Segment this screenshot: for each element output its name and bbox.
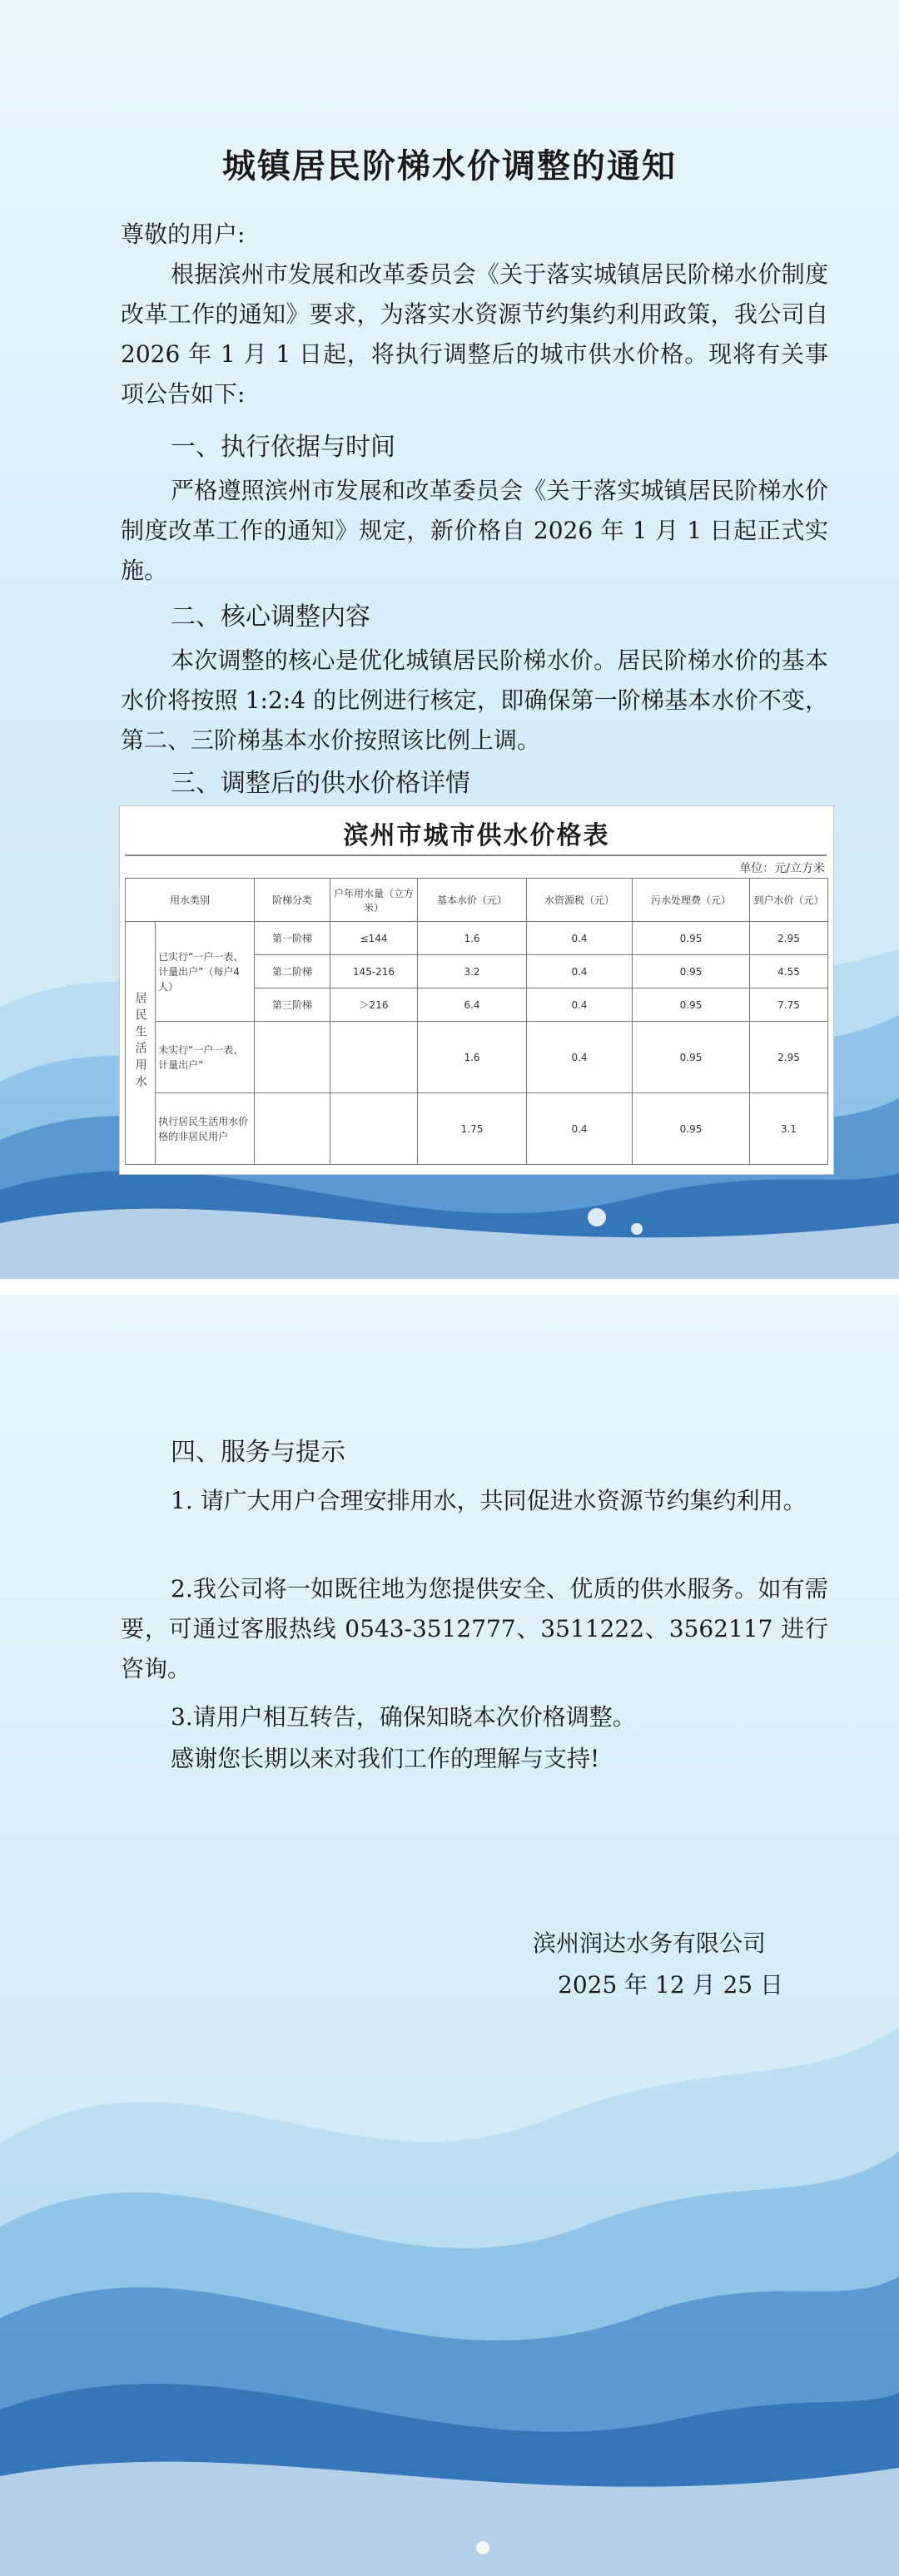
- category-cell: [126, 922, 156, 1165]
- total-price-cell: 7.75: [750, 988, 828, 1022]
- header-water-tax: 水资源税（元）: [527, 879, 633, 922]
- group-label-non-resident: 执行居民生活用水价格的非居民用户: [156, 1093, 255, 1165]
- thanks-line: 感谢您长期以来对我们工作的理解与支持!: [171, 1745, 600, 1772]
- service-item-1: 1. 请广大用户合理安排用水，共同促进水资源节约集约利用。: [171, 1487, 807, 1514]
- base-price-cell: 1.75: [418, 1093, 527, 1165]
- table-row: [126, 922, 828, 955]
- price-table-title: 滨州市城市供水价格表: [343, 821, 610, 850]
- group-label-metered: 已实行“一户一表、计量出户”（每户4人）: [156, 922, 255, 1022]
- sewage-fee-cell: 0.95: [633, 1093, 750, 1165]
- header-volume: 户年用水量（立方米）: [330, 879, 418, 922]
- price-table-card: [119, 805, 834, 1175]
- group-label-unmetered: 未实行“一户一表、计量出户”: [156, 1022, 255, 1093]
- water-tax-cell: 0.4: [527, 1022, 633, 1093]
- section-2-heading: 二、核心调整内容: [171, 602, 370, 632]
- tier-cell: 第二阶梯: [255, 955, 330, 988]
- volume-cell: ≤144: [330, 922, 418, 955]
- service-item-3: 3.请用户相互转告，确保知晓本次价格调整。: [171, 1703, 636, 1731]
- header-category: 用水类别: [126, 879, 255, 922]
- bubble-decoration: [588, 1208, 606, 1226]
- section-1-body: 严格遵照滨州市发展和改革委员会《关于落实城镇居民阶梯水价制度改革工作的通知》规定，新价格自 2026 年 1 月 1 日起正式实施。: [121, 477, 828, 584]
- notice-page-1: [0, 0, 899, 1279]
- table-header-row: [126, 879, 828, 922]
- sewage-fee-cell: 0.95: [633, 922, 750, 955]
- water-tax-cell: 0.4: [527, 988, 633, 1022]
- category-label: 居民生活用水: [133, 992, 147, 1092]
- volume-cell-empty: [330, 1022, 418, 1093]
- table-row: [126, 1093, 828, 1165]
- table-row: [126, 1022, 828, 1093]
- tier-cell-empty: [255, 1093, 330, 1165]
- total-price-cell: 3.1: [750, 1093, 828, 1165]
- company-signature: 滨州润达水务有限公司: [533, 1930, 767, 1957]
- volume-cell-empty: [330, 1093, 418, 1165]
- volume-cell: 145-216: [330, 955, 418, 988]
- total-price-cell: 4.55: [750, 955, 828, 988]
- price-table-unit: 单位：元/立方米: [739, 862, 825, 875]
- intro-paragraph: 根据滨州市发展和改革委员会《关于落实城镇居民阶梯水价制度改革工作的通知》要求，为落实水资源节约集约利用政策，我公司自 2026 年 1 月 1 日起，将执行调整后的城市供水价格。现将有关事项公告如下:: [121, 260, 828, 408]
- sewage-fee-cell: 0.95: [633, 988, 750, 1022]
- signature-date: 2025 年 12 月 25 日: [558, 1971, 784, 1999]
- water-tax-cell: 0.4: [527, 955, 633, 988]
- header-total-price: 到户水价（元）: [750, 879, 828, 922]
- tier-cell: 第一阶梯: [255, 922, 330, 955]
- total-price-cell: 2.95: [750, 922, 828, 955]
- section-4-heading: 四、服务与提示: [171, 1438, 345, 1467]
- water-tax-cell: 0.4: [527, 922, 633, 955]
- header-sewage-fee: 污水处理费（元）: [633, 879, 750, 922]
- tier-cell: 第三阶梯: [255, 988, 330, 1022]
- service-item-2: 2.我公司将一如既往地为您提供安全、优质的供水服务。如有需要，可通过客服热线 0543-3512777、3511222、3562117 进行咨询。: [121, 1575, 828, 1682]
- notice-page-2: [0, 1295, 899, 2576]
- section-3-heading: 三、调整后的供水价格详情: [171, 769, 470, 798]
- header-tier: 阶梯分类: [255, 879, 330, 922]
- notice-title: 城镇居民阶梯水价调整的通知: [222, 146, 677, 186]
- bubble-decoration: [631, 1223, 643, 1235]
- base-price-cell: 6.4: [418, 988, 527, 1022]
- header-base-price: 基本水价（元）: [418, 879, 527, 922]
- sewage-fee-cell: 0.95: [633, 955, 750, 988]
- wave-background-decoration: [0, 1927, 899, 2576]
- base-price-cell: 1.6: [418, 922, 527, 955]
- water-tax-cell: 0.4: [527, 1093, 633, 1165]
- volume-cell: ＞216: [330, 988, 418, 1022]
- bubble-decoration: [476, 2541, 489, 2554]
- tier-cell-empty: [255, 1022, 330, 1093]
- base-price-cell: 1.6: [418, 1022, 527, 1093]
- divider: [125, 855, 827, 856]
- section-1-heading: 一、执行依据与时间: [171, 433, 395, 462]
- sewage-fee-cell: 0.95: [633, 1022, 750, 1093]
- greeting: 尊敬的用户:: [121, 220, 246, 248]
- section-2-body: 本次调整的核心是优化城镇居民阶梯水价。居民阶梯水价的基本水价将按照 1:2:4 的比例进行核定，即确保第一阶梯基本水价不变，第二、三阶梯基本水价按照该比例上调。: [121, 646, 828, 754]
- base-price-cell: 3.2: [418, 955, 527, 988]
- total-price-cell: 2.95: [750, 1022, 828, 1093]
- price-table: [125, 878, 828, 1165]
